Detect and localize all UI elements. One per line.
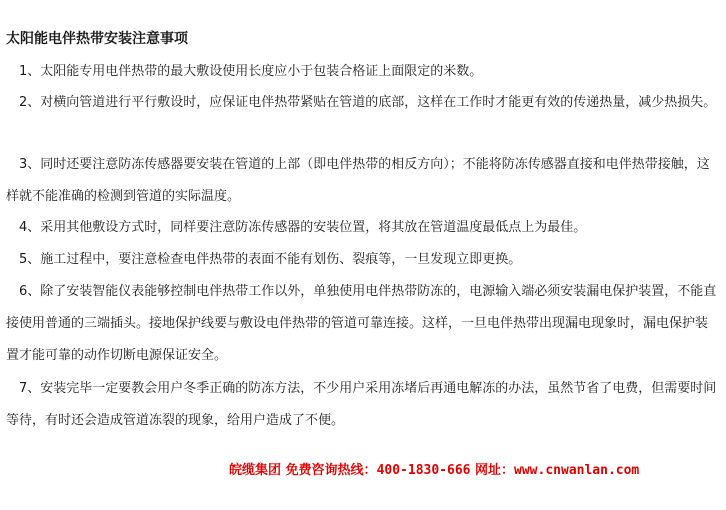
- notice-item-4: 4、采用其他敷设方式时，同样要注意防冻传感器的安装位置，将其放在管道温度最低点上为最佳。: [19, 220, 587, 235]
- notice-item-6: 6、除了安装智能仪表能够控制电伴热带工作以外，单独使用电伴热带防冻的，电源输入端必须安装漏电保护装置，不能直接使用普通的三端插头。接地保护线要与敷设电伴热带的管道可靠连接。这样，一旦电伴热带出现漏电现象时，漏电保护装置才能可靠的动作切断电源保证安全。: [6, 284, 717, 363]
- hotline-label: 免费咨询热线：: [285, 463, 377, 478]
- notice-item-3: 3、同时还要注意防冻传感器要安装在管道的上部（即电伴热带的相反方向）；不能将防冻传感器直接和电伴热带接触，这样就不能准确的检测到管道的实际温度。: [6, 157, 710, 204]
- website-label: 网址：: [475, 463, 515, 478]
- notice-item-2: 2、对横向管道进行平行敷设时，应保证电伴热带紧贴在管道的底部，这样在工作时才能更有效的传递热量，减少热损失。: [19, 95, 717, 110]
- contact-footer: [229, 462, 639, 480]
- notice-item-1: 1、太阳能专用电伴热带的最大敷设使用长度应小于包装合格证上面限定的米数。: [19, 64, 483, 79]
- company-name: 皖缆集团: [229, 463, 282, 478]
- notice-item-7: 7、安装完毕一定要教会用户冬季正确的防冻方法，不少用户采用冻堵后再通电解冻的办法，虽然节省了电费，但需要时间等待，有时还会造成管道冻裂的现象，给用户造成了不便。: [6, 381, 717, 428]
- notice-item-5: 5、施工过程中，要注意检查电伴热带的表面不能有划伤、裂痕等，一旦发现立即更换。: [19, 252, 522, 267]
- hotline-number: 400-1830-666: [376, 463, 471, 478]
- website-link[interactable]: www.cnwanlan.com: [514, 463, 640, 478]
- document-title: 太阳能电伴热带安装注意事项: [6, 31, 188, 47]
